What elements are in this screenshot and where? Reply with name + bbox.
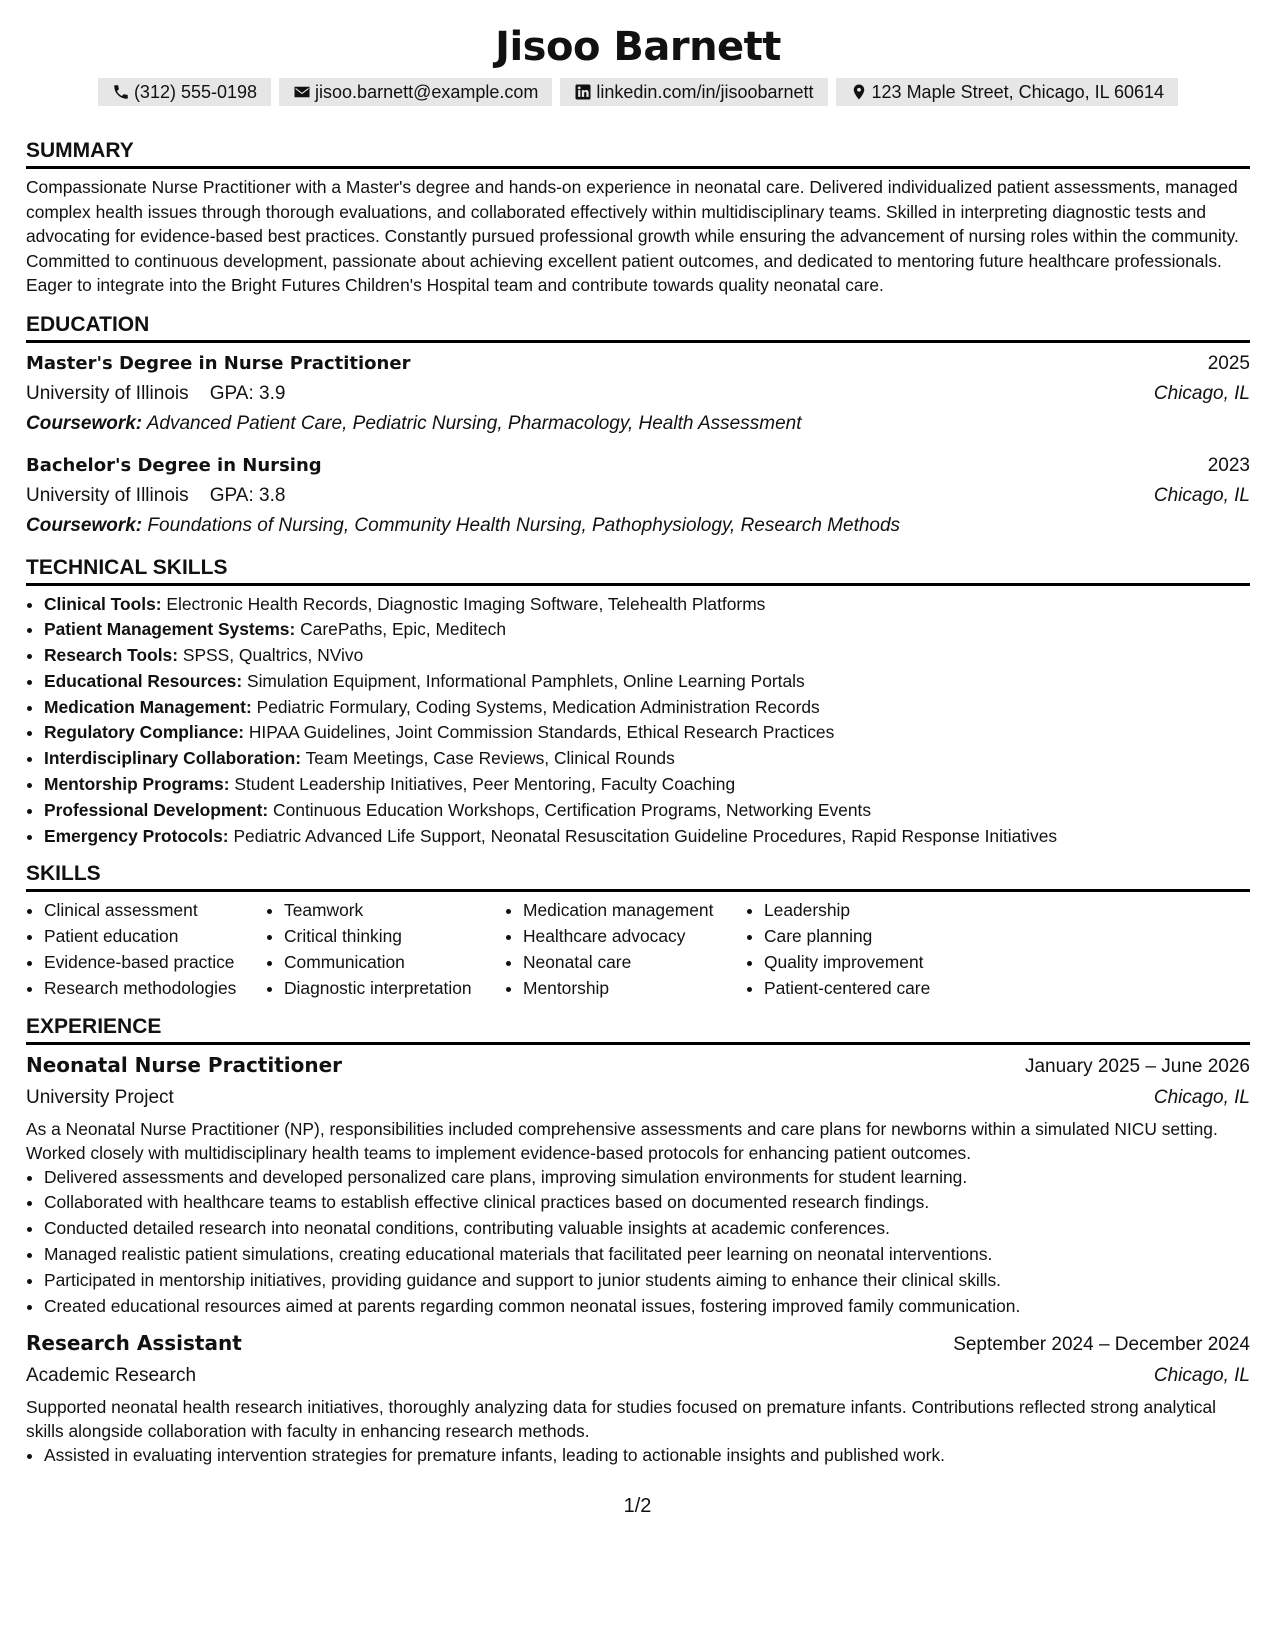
list-item: • Diagnostic interpretation [284,976,505,1002]
job-entry [26,1049,1250,1320]
list-item [44,617,1250,643]
list-item: • Critical thinking [284,924,505,950]
resume-page [26,22,1250,1469]
job-organization: University Project [26,1086,174,1108]
list-item: • Communication [284,950,505,976]
job-description: As a Neonatal Nurse Practitioner (NP), responsibilities included comprehensive assessments and care plans for newborns within a simulated NICU setting. Worked closely with multidisciplinary health teams to implement evidence-based protocols for enhancing patient outcomes. [26,1118,1218,1163]
list-item [44,798,1250,824]
skill-category: Educational Resources: [44,670,243,691]
school-name: University of Illinois [26,484,189,506]
list-item: • Neonatal care [523,950,746,976]
list-item: • Medication management [523,898,746,924]
skill-category: Patient Management Systems: [44,619,296,640]
technical-skills-list [26,592,1250,850]
coursework-line [26,409,1250,439]
skill-values: Simulation Equipment, Informational Pamphlets, Online Learning Portals [246,670,805,691]
job-location: Chicago, IL [1153,1365,1250,1387]
job-organization: Academic Research [26,1365,197,1387]
job-dates: September 2024 – December 2024 [953,1334,1250,1356]
experience-section [26,1014,1250,1470]
skills-column [505,898,746,1001]
job-entry [26,1327,1250,1469]
candidate-name: Jisoo Barnett [495,24,781,70]
skill-category: Emergency Protocols: [44,825,229,846]
coursework-line [26,511,1250,541]
list-item [44,720,1250,746]
coursework-list: Foundations of Nursing, Community Health Nursing, Pathophysiology, Research Methods [147,514,901,536]
job-title: Neonatal Nurse Practitioner [26,1052,343,1077]
list-item: • Teamwork [284,898,505,924]
school-name: University of Illinois [26,382,189,404]
summary-heading: SUMMARY [26,138,1250,169]
job-description: Supported neonatal health research initiatives, thoroughly analyzing data for studies focused on premature infants. Contributions reflected strong analytical skills alongside collaboration with faculty in enhancing research methods. [26,1397,1217,1442]
list-item: • Care planning [764,924,986,950]
list-item [44,669,1250,695]
technical-skills-section [26,555,1250,850]
degree-title: Bachelor's Degree in Nursing [26,454,322,476]
coursework-label: Coursework: [26,514,143,536]
skill-values: SPSS, Qualtrics, NVivo [182,645,364,666]
contact-phone[interactable] [98,78,271,106]
list-item [44,824,1250,850]
phone-text: (312) 555-0198 [133,82,258,102]
email-text: jisoo.barnett@example.com [315,82,539,102]
linkedin-icon [574,83,592,101]
list-item: • Created educational resources aimed at parents regarding common neonatal issues, fostering improved family communication. [44,1294,1250,1320]
skill-values: CarePaths, Epic, Meditech [300,619,507,640]
list-item: • Patient-centered care [764,976,986,1002]
school-line [26,481,285,511]
job-title: Research Assistant [26,1331,242,1356]
list-item: • Managed realistic patient simulations, creating educational materials that facilitated peer learning on neonatal interventions. [44,1242,1250,1268]
list-item: • Clinical assessment [44,898,266,924]
job-bullets [26,1165,1250,1320]
skill-category: Medication Management: [44,696,252,717]
skill-category: Clinical Tools: [44,593,162,614]
education-entry [26,349,1250,439]
list-item: • Assisted in evaluating intervention strategies for premature infants, leading to actionable insights and published work. [44,1443,1250,1469]
list-item: • Collaborated with healthcare teams to establish effective clinical practices based on documented research findings. [44,1190,1250,1216]
contact-linkedin[interactable] [560,78,827,106]
contact-address[interactable] [836,78,1179,106]
page-number: 1/2 [623,1495,652,1517]
skill-values: Team Meetings, Case Reviews, Clinical Rounds [305,748,675,769]
coursework-list: Advanced Patient Care, Pediatric Nursing, Pharmacology, Health Assessment [146,412,802,434]
contact-email[interactable] [279,78,552,106]
skill-category: Interdisciplinary Collaboration: [44,748,302,769]
phone-icon [112,83,130,101]
email-icon [293,83,311,101]
summary-section [26,138,1250,298]
list-item: • Participated in mentorship initiatives, providing guidance and support to junior students aiming to enhance their clinical skills. [44,1268,1250,1294]
list-item: • Evidence-based practice [44,950,266,976]
address-text: 123 Maple Street, Chicago, IL 60614 [871,82,1165,102]
summary-text: Compassionate Nurse Practitioner with a Master's degree and hands-on experience in neonatal care. Delivered individualized patient assessments, managed complex health issues through thorough evaluations, and collaborated effectively within multidisciplinary teams. Skilled in interpreting diagnostic tests and advocating for evidence-based best practices. Constantly pursued professional growth while ensuring the advancement of nursing roles within the community. Committed to continuous development, passionate about achieving excellent patient outcomes, and dedicated to mentoring future healthcare professionals. Eager to integrate into the Bright Futures Children's Hospital team and contribute towards quality neonatal care. [26,177,1239,295]
skills-column [26,898,266,1001]
education-heading: EDUCATION [26,312,1250,343]
list-item: • Mentorship [523,976,746,1002]
list-item: • Research methodologies [44,976,266,1002]
skills-column [266,898,505,1001]
skills-column [746,898,986,1001]
skills-heading: SKILLS [26,861,1250,892]
skills-grid [26,898,1250,1001]
skill-category: Professional Development: [44,799,269,820]
job-location: Chicago, IL [1153,1086,1250,1108]
school-gpa: GPA: 3.8 [209,484,286,506]
list-item: • Healthcare advocacy [523,924,746,950]
skill-values: Pediatric Advanced Life Support, Neonatal Resuscitation Guideline Procedures, Rapid Response Initiatives [233,825,1058,846]
list-item: • Conducted detailed research into neonatal conditions, contributing valuable insights at academic conferences. [44,1216,1250,1242]
school-gpa: GPA: 3.9 [209,382,286,404]
degree-year: 2025 [1207,352,1250,374]
list-item: • Leadership [764,898,986,924]
skills-section [26,861,1250,1001]
degree-year: 2023 [1207,454,1250,476]
coursework-label: Coursework: [26,412,143,434]
list-item [44,695,1250,721]
skill-category: Regulatory Compliance: [44,722,245,743]
school-location: Chicago, IL [1153,484,1250,506]
contact-bar [26,78,1250,106]
list-item: • Quality improvement [764,950,986,976]
experience-heading: EXPERIENCE [26,1014,1250,1045]
school-location: Chicago, IL [1153,382,1250,404]
skill-values: Pediatric Formulary, Coding Systems, Medication Administration Records [256,696,820,717]
linkedin-text: linkedin.com/in/jisoobarnett [596,82,814,102]
skill-values: Electronic Health Records, Diagnostic Imaging Software, Telehealth Platforms [166,593,766,614]
degree-title: Master's Degree in Nurse Practitioner [26,352,411,374]
list-item [44,643,1250,669]
list-item [44,772,1250,798]
list-item [44,592,1250,618]
list-item [44,746,1250,772]
education-entry [26,451,1250,541]
skill-values: HIPAA Guidelines, Joint Commission Standards, Ethical Research Practices [248,722,835,743]
skill-category: Research Tools: [44,645,179,666]
location-pin-icon [850,83,868,101]
job-bullets [26,1443,1250,1469]
skill-values: Continuous Education Workshops, Certification Programs, Networking Events [273,799,872,820]
list-item: • Patient education [44,924,266,950]
skill-values: Student Leadership Initiatives, Peer Mentoring, Faculty Coaching [234,774,736,795]
technical-skills-heading: TECHNICAL SKILLS [26,555,1250,586]
list-item: • Delivered assessments and developed personalized care plans, improving simulation environments for student learning. [44,1165,1250,1191]
skill-category: Mentorship Programs: [44,774,230,795]
job-dates: January 2025 – June 2026 [1024,1055,1250,1077]
school-line [26,379,285,409]
education-section [26,312,1250,541]
